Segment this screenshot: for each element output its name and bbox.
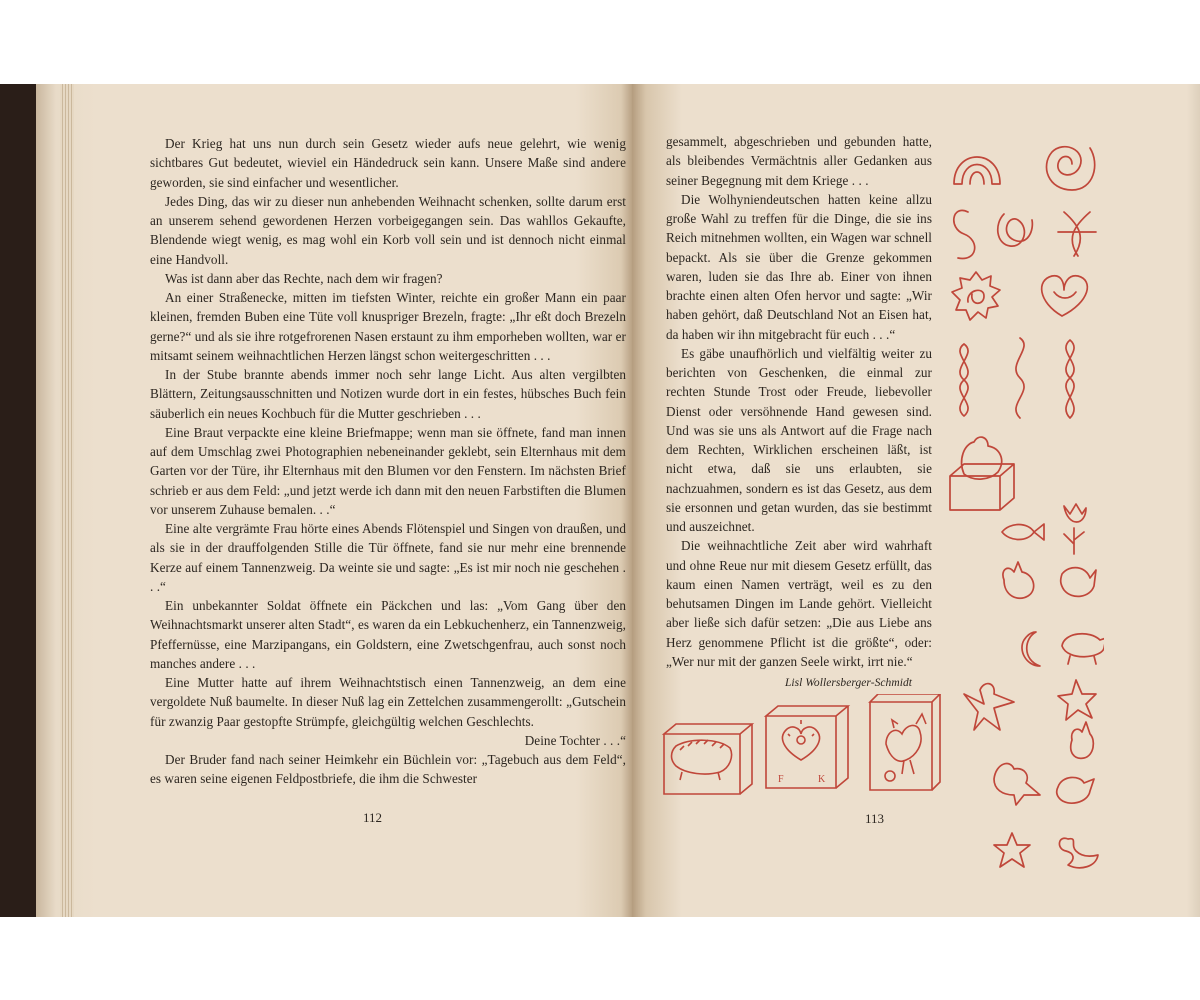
cookie-mold-box xyxy=(950,464,1014,510)
cookie-rabbit xyxy=(1003,562,1034,598)
cookie-braid xyxy=(1066,340,1074,418)
cookie-braid xyxy=(960,344,968,416)
cookie-bird-large xyxy=(962,437,1002,479)
cookie-arch xyxy=(954,157,1000,184)
cookie-s xyxy=(954,210,975,258)
cookie-pig xyxy=(1062,634,1104,664)
paragraph: Eine alte vergrämte Frau hörte eines Abends Flötenspiel und Singen von draußen, und als sie in der drauffolgenden Stille die Tür öffnete, fand sie nur mehr eine brennende Kerze auf einem Tannenzweig. Da weinte sie und sagte: „Es ist mir noch nie geschehen . . .“ xyxy=(150,521,626,594)
mold-block-hedgehog xyxy=(664,724,752,794)
mold-letter: K xyxy=(818,774,826,785)
cookie-fish xyxy=(1002,524,1044,540)
cookie-sun-inner xyxy=(968,290,984,303)
cookie-knot-x xyxy=(1058,212,1096,256)
paragraph: Der Bruder fand nach seiner Heimkehr ein Büchlein vor: „Tagebuch aus dem Feld“, es waren seine eigenen Feldpostbriefe, die ihm die Schwester xyxy=(150,752,626,787)
cookie-duck xyxy=(1057,777,1094,803)
cookie-sun xyxy=(952,272,1000,320)
paragraph: Ein unbekannter Soldat öffnete ein Päckchen und las: „Vom Gang über den Weihnachtsmarkt unserer alten Stadt“, es waren da ein Lebkuchenherz, ein Tannenzweig, Pfeffernüsse, eine Marzipangans, ein Goldstern, eine Zwetschgenfrau, auch sonst noch manches andere . . . xyxy=(150,598,626,671)
cookie-moon xyxy=(1022,632,1040,666)
left-page xyxy=(36,84,632,917)
paragraph: Eine Mutter hatte auf ihrem Weihnachtstisch einen Tannenzweig, an dem eine vergoldete Nuß baumelte. In dieser Nuß lag ein Zettelchen zusammengerollt: „Gutschein für zwanzig Paar gestopfte Strümpfe, gleichgültig welchen Geschlechts. xyxy=(150,675,626,729)
paragraph: Jedes Ding, das wir zu dieser nun anhebenden Weihnacht schenken, sollte darum erst an unserem sehend gewordenen Herzen vorbeigegangen sein. Das wahllos Gekaufte, Blendende wiegt wenig, es mag wohl ein Korb voll sein und ist dennoch nicht einmal eine Handvoll. xyxy=(150,193,626,267)
paragraph: Der Krieg hat uns nun durch sein Gesetz wieder aufs neue gelehrt, wie wenig sichtbares Gut bedeutet, wieviel ein Händedruck sein kann. Unsere Maße sind andere geworden, sie sind einfacher und wesentlicher. xyxy=(150,136,626,190)
paragraph: In der Stube brannte abends immer noch sehr lange Licht. Aus alten vergilbten Blättern, Zeitungsausschnitten und Notizen wurde dort in ein festes, hübsches Buch fein säuberlich ein neues Kochbuch für die Mutter geschrieben . . . xyxy=(150,367,626,421)
author-signature: Lisl Wollersberger-Schmidt xyxy=(784,677,912,689)
paragraph: An einer Straßenecke, mitten im tiefsten Winter, reichte ein großer Mann ein paar kleinen, fremden Buben eine Tüte voll knuspriger Brezeln, fragte: „Ihr eßt doch Brezeln gerne?“ und als sie ihre rotgefrorenen Nasen erstaunt zu ihm emporheben wollten, war er mitsamt seinem weihnachtlichen Herzen längst schon weitergeschritten . . . xyxy=(150,290,626,363)
cookie-bird xyxy=(994,764,1040,805)
cookie-hen xyxy=(1061,568,1096,597)
letter-signoff: Deine Tochter . . .“ xyxy=(524,732,626,748)
cookie-shapes-lower xyxy=(984,749,1104,884)
page-number: 113 xyxy=(865,811,885,826)
cookie-spiral xyxy=(1046,147,1094,190)
paragraph: Die Wolhyniendeutschen hatten keine allzu große Wahl zu treffen für die Dinge, die sie ins Reich mitnehmen wollten, ein Wagen war schnell bepackt. Als sie über die Grenze gekommen waren, luden sie das Ihre ab. Einer von ihnen brachte einen alten Ofen hervor und sagte: „Wir haben gehört, daß Deutschland Not an Eisen hat, da haben wir ihn mitgebracht für euch . . .“ xyxy=(666,191,932,342)
cookie-star xyxy=(1058,680,1096,720)
cookie-knot-a xyxy=(998,214,1033,246)
cookie-swan xyxy=(1059,838,1098,867)
cookie-angel xyxy=(964,684,1014,730)
cookie-tulip xyxy=(1064,504,1086,554)
cookie-braid xyxy=(1016,338,1024,418)
mold-letter: F xyxy=(778,774,784,785)
paragraph: Es gäbe unaufhörlich und vielfältig weiter zu berichten von Geschenken, die einmal zur rechten Stunde Trost oder Freude, liebevoller Dienst oder versöhnende Hand gewesen sind. Und was sie uns als Antwort auf die Frage nach dem Rechten, Wirklichen erscheinen läßt, ist nicht etwa, daß sie uns erlaubten, sie nachzuahmen, sondern es ist das Gesetz, aus dem sie ersonnen und getan wurden, das sie bestimmt und auszeichnet. xyxy=(666,345,932,534)
paragraph: Was ist dann aber das Rechte, nach dem wir fragen? xyxy=(165,270,443,286)
page-edges xyxy=(60,84,74,917)
mold-block-rooster xyxy=(870,694,940,790)
open-book xyxy=(0,84,1200,917)
right-page xyxy=(632,84,1200,917)
right-page-text xyxy=(666,132,932,693)
cookie-shapes-illustration xyxy=(944,134,1104,804)
page-number: 112 xyxy=(363,810,383,825)
cookie-heart-pretzel xyxy=(1042,276,1088,316)
cookie-star-small xyxy=(994,833,1030,867)
paragraph: Eine Braut verpackte eine kleine Briefmappe; wenn man sie öffnete, fand man innen auf dem Umschlag zwei Photographien nebeneinander geklebt, sein Elternhaus mit dem Garten vor der Türe, ihr Elternhaus mit den Blumen vor den Fenstern. Im nächsten Brief schrieb er aus dem Feld: „und jetzt werde ich dann mit den neuen Farbstiften die Blumen vor unserem Zuhause bemalen. . .“ xyxy=(150,424,626,517)
paragraph: Die weihnachtliche Zeit aber wird wahrhaft und ohne Reue nur mit diesem Gesetz erfüllt, das kaum einen Namen verträgt, weil es zu den behutsamen Dingen im Lande gehört. Vielleicht aber ließe sich dafür setzen: „Die aus Liebe ans Herz genommene Pflicht ist die größte“, oder: „Wer nur mit der ganzen Seele wirkt, irrt nie.“ xyxy=(666,538,932,669)
springerle-molds-illustration xyxy=(660,694,950,809)
paragraph: gesammelt, abgeschrieben und gebunden hatte, als bleibendes Vermächtnis aller Gedanken aus seiner Begegnung mit dem Kriege . . . xyxy=(666,134,932,188)
left-page-text xyxy=(150,134,626,789)
